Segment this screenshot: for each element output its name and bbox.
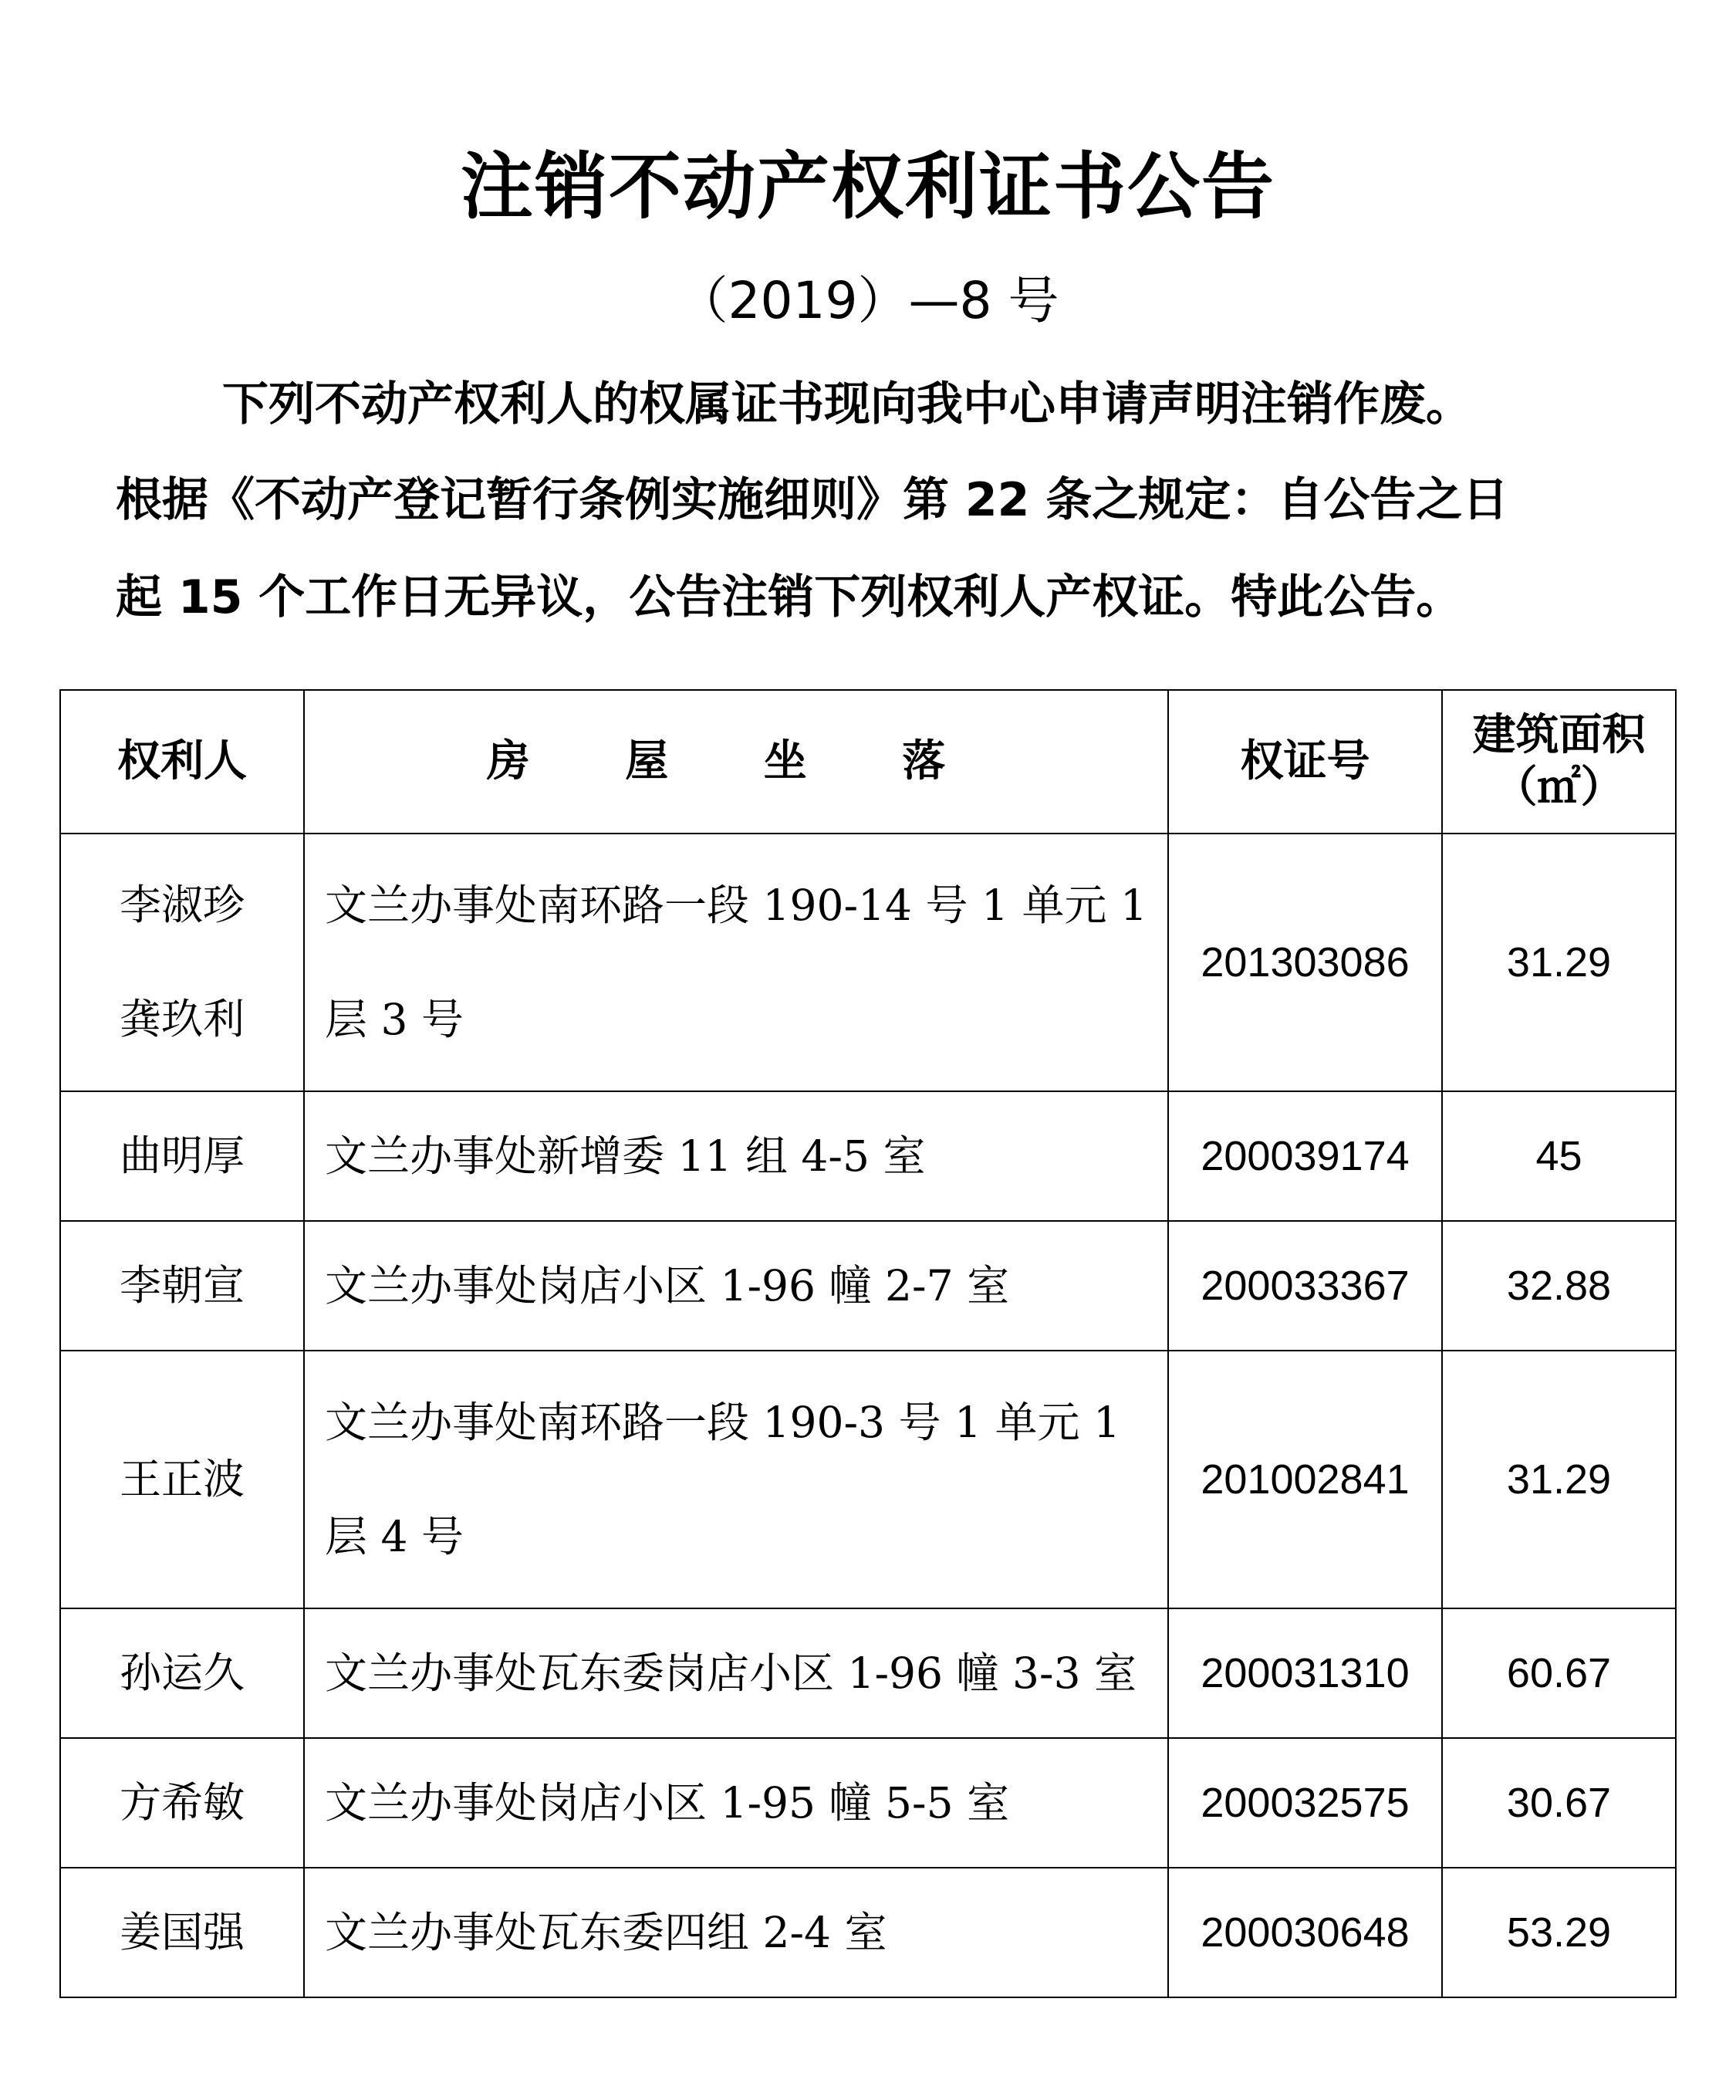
holder-cell bbox=[60, 1868, 304, 1997]
location-cell: 文兰办事处瓦东委四组 2-4 室 bbox=[304, 1868, 1168, 1997]
certificate-table bbox=[59, 689, 1677, 1998]
cert-no-cell: 200039174 bbox=[1168, 1091, 1442, 1221]
holder-name: 曲明厚 bbox=[120, 1131, 245, 1180]
holder-name: 李朝宣 bbox=[120, 1261, 245, 1310]
cert-no-cell: 201002841 bbox=[1168, 1351, 1442, 1608]
area-cell: 45 bbox=[1442, 1091, 1676, 1221]
holder-name: 孙运久 bbox=[120, 1649, 245, 1697]
area-cell: 30.67 bbox=[1442, 1738, 1676, 1868]
area-cell: 31.29 bbox=[1442, 834, 1676, 1091]
holder-cell bbox=[60, 834, 304, 1091]
notice-paragraph-line-1: 下列不动产权利人的权属证书现向我中心申请声明注销作废。 bbox=[222, 377, 1472, 431]
holder-name: 方希敏 bbox=[120, 1778, 245, 1827]
holder-name: 姜国强 bbox=[120, 1908, 245, 1956]
notice-paragraph-line-3: 起 15 个工作日无异议，公告注销下列权利人产权证。特此公告。 bbox=[116, 570, 1463, 624]
cert-no-cell: 201303086 bbox=[1168, 834, 1442, 1091]
table-row bbox=[60, 1221, 1676, 1351]
area-cell: 32.88 bbox=[1442, 1221, 1676, 1351]
table-row bbox=[60, 834, 1676, 1091]
header-area bbox=[1442, 690, 1676, 834]
location-cell: 文兰办事处岗店小区 1-95 幢 5-5 室 bbox=[304, 1738, 1168, 1868]
cert-no-cell: 200032575 bbox=[1168, 1738, 1442, 1868]
table-row bbox=[60, 1091, 1676, 1221]
header-location: 房 屋 坐 落 bbox=[304, 690, 1168, 834]
table-row bbox=[60, 1868, 1676, 1997]
header-holder: 权利人 bbox=[60, 690, 304, 834]
cert-no-cell: 200030648 bbox=[1168, 1868, 1442, 1997]
holder-cell bbox=[60, 1351, 304, 1608]
area-cell: 53.29 bbox=[1442, 1868, 1676, 1997]
holder-name: 龚玖利 bbox=[120, 995, 245, 1043]
table-row bbox=[60, 1738, 1676, 1868]
area-cell: 31.29 bbox=[1442, 1351, 1676, 1608]
holder-name: 王正波 bbox=[120, 1455, 245, 1503]
header-area-line-2: （㎡） bbox=[1494, 763, 1624, 813]
holder-cell bbox=[60, 1091, 304, 1221]
notice-title: 注销不动产权利证书公告 bbox=[460, 145, 1275, 229]
holder-cell bbox=[60, 1221, 304, 1351]
notice-number: （2019）—8 号 bbox=[677, 271, 1059, 330]
table-row bbox=[60, 1608, 1676, 1738]
holder-cell bbox=[60, 1738, 304, 1868]
location-cell: 文兰办事处新增委 11 组 4-5 室 bbox=[304, 1091, 1168, 1221]
header-cert-no: 权证号 bbox=[1168, 690, 1442, 834]
notice-paragraph-line-2: 根据《不动产登记暂行条例实施细则》第 22 条之规定：自公告之日 bbox=[116, 473, 1509, 527]
header-area-line-1: 建筑面积 bbox=[1472, 710, 1646, 760]
holder-name: 李淑珍 bbox=[120, 881, 245, 929]
cert-no-cell: 200033367 bbox=[1168, 1221, 1442, 1351]
location-cell: 文兰办事处南环路一段 190-14 号 1 单元 1 层 3 号 bbox=[304, 834, 1168, 1091]
location-cell: 文兰办事处岗店小区 1-96 幢 2-7 室 bbox=[304, 1221, 1168, 1351]
holder-cell bbox=[60, 1608, 304, 1738]
area-cell: 60.67 bbox=[1442, 1608, 1676, 1738]
location-cell: 文兰办事处南环路一段 190-3 号 1 单元 1 层 4 号 bbox=[304, 1351, 1168, 1608]
table-header-row bbox=[60, 690, 1676, 834]
table-row bbox=[60, 1351, 1676, 1608]
location-cell: 文兰办事处瓦东委岗店小区 1-96 幢 3-3 室 bbox=[304, 1608, 1168, 1738]
cert-no-cell: 200031310 bbox=[1168, 1608, 1442, 1738]
